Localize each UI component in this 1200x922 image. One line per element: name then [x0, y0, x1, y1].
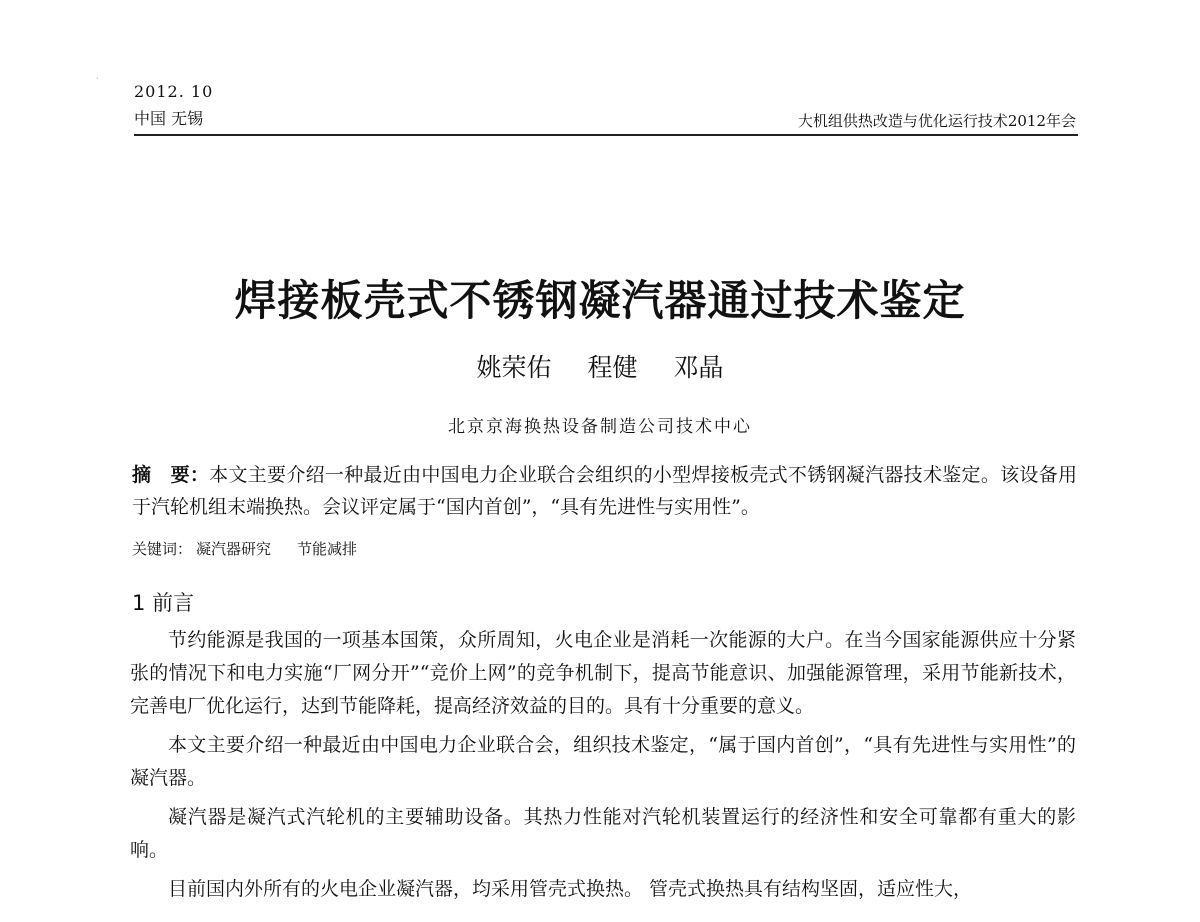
paragraph: 节约能源是我国的一项基本国策，众所周知，火电企业是消耗一次能源的大户。在当今国家能源供应十分紧张的情况下和电力实施“厂网分开”“竞价上网”的竞争机制下，提高节能意识、加强能源管理，采用节能新技术，完善电厂优化运行，达到节能降耗，提高经济效益的目的。具有十分重要的意义。 — [130, 629, 1076, 717]
section-heading — [132, 587, 194, 617]
keyword: 凝汽器研究 — [196, 540, 272, 558]
author-list — [0, 348, 1200, 384]
keyword: 节能减排 — [297, 540, 358, 558]
abstract — [132, 459, 1077, 523]
abstract-label: 摘 要： — [132, 464, 210, 486]
keywords-label: 关键词： — [132, 540, 193, 558]
body-text — [130, 624, 1076, 912]
affiliation: 北京京海换热设备制造公司技术中心 — [448, 417, 752, 437]
keywords — [132, 538, 357, 559]
header-conference: 大机组供热改造与优化运行技术2012年会 — [797, 112, 1076, 130]
paragraph: 目前国内外所有的火电企业凝汽器，均采用管壳式换热。 管壳式换热具有结构坚固，适应性大， — [168, 878, 973, 900]
section-number: 1 — [132, 591, 146, 615]
author-3: 邓晶 — [673, 353, 724, 382]
paragraph: 凝汽器是凝汽式汽轮机的主要辅助设备。其热力性能对汽轮机装置运行的经济性和安全可靠都有重大的影响。 — [130, 806, 1076, 861]
scan-mark: · — [96, 74, 99, 83]
author-1: 姚荣佑 — [476, 353, 552, 382]
header-date: 2012. 10 — [134, 82, 214, 101]
section-title: 前言 — [152, 591, 195, 615]
paragraph: 本文主要介绍一种最近由中国电力企业联合会，组织技术鉴定，“属于国内首创”，“具有先进性与实用性”的凝汽器。 — [130, 734, 1076, 789]
header-rule — [134, 134, 1078, 136]
abstract-text: 本文主要介绍一种最近由中国电力企业联合会组织的小型焊接板壳式不锈钢凝汽器技术鉴定。该设备用于汽轮机组末端换热。会议评定属于“国内首创”，“具有先进性与实用性”。 — [132, 464, 1077, 518]
header-place: 中国 无锡 — [134, 109, 204, 128]
paper-title: 焊接板壳式不锈钢凝汽器通过技术鉴定 — [234, 276, 966, 325]
author-2: 程健 — [587, 353, 638, 382]
